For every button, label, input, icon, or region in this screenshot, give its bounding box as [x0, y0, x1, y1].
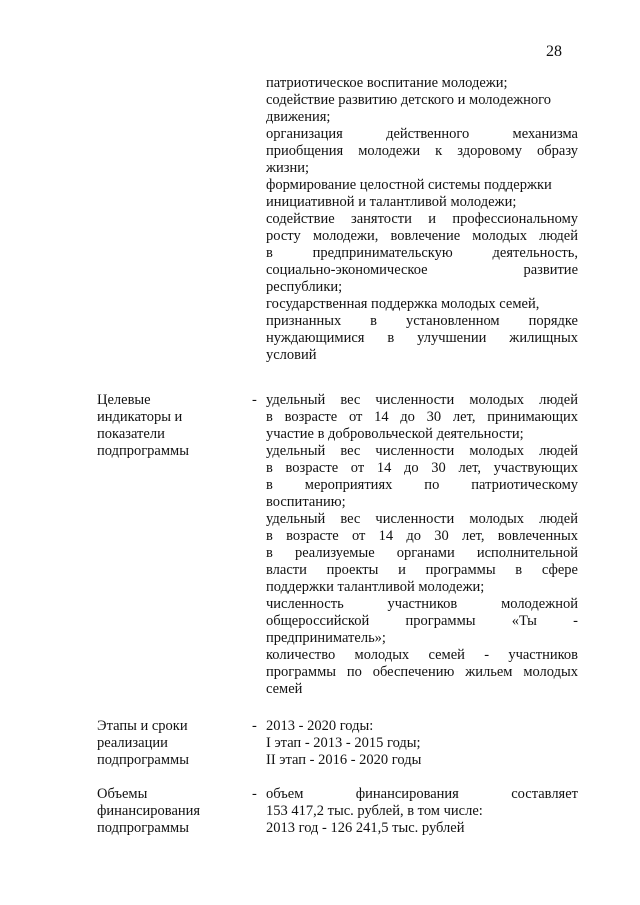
content-line: инициативной и талантливой молодежи; [266, 194, 517, 210]
row-content [266, 75, 578, 364]
content-line: движения; [266, 109, 331, 125]
content-item [266, 92, 578, 126]
content-line: государственная поддержка молодых семей, [266, 296, 540, 312]
content-line: республики; [266, 279, 343, 295]
content-line: программы по обеспечению жильем молодых [266, 664, 578, 680]
content-line: семей [266, 681, 303, 697]
row-label [97, 718, 247, 769]
content-line: условий [266, 347, 317, 363]
content-line: удельный вес численности молодых людей [266, 443, 578, 459]
content-line: патриотическое воспитание молодежи; [266, 75, 508, 91]
content-line: жизни; [266, 160, 310, 176]
row-label-line: реализации [97, 735, 168, 751]
row-content [266, 786, 578, 837]
row-dash: - [252, 718, 257, 734]
content-line: в предпринимательскую деятельность, [266, 245, 578, 261]
content-line: социально-экономическое развитие [266, 262, 578, 278]
row-label-line: финансирования [97, 803, 201, 819]
content-item [266, 647, 578, 698]
content-line: воспитанию; [266, 494, 346, 510]
content-line: организация действенного механизма [266, 126, 578, 142]
content-line: I этап - 2013 - 2015 годы; [266, 735, 421, 751]
content-line: общероссийской программы «Ты - [266, 613, 578, 629]
content-item [266, 443, 578, 511]
content-line: II этап - 2016 - 2020 годы [266, 752, 422, 768]
content-line: количество молодых семей - участников [266, 647, 578, 663]
content-line: численность участников молодежной [266, 596, 578, 612]
row-label-line: индикаторы и [97, 409, 183, 425]
content-item [266, 392, 578, 443]
content-line: участие в добровольческой деятельности; [266, 426, 524, 442]
row-label-line: подпрограммы [97, 752, 189, 768]
row-label-line: Объемы [97, 786, 148, 802]
content-line: формирование целостной системы поддержки [266, 177, 552, 193]
content-line: поддержки талантливой молодежи; [266, 579, 485, 595]
content-line: удельный вес численности молодых людей [266, 392, 578, 408]
row-content [266, 392, 578, 698]
content-line: удельный вес численности молодых людей [266, 511, 578, 527]
row-dash: - [252, 786, 257, 802]
content-line: нуждающимися в улучшении жилищных [266, 330, 578, 346]
row-label-line: подпрограммы [97, 820, 189, 836]
content-line: 153 417,2 тыс. рублей, в том числе: [266, 803, 483, 819]
row-label-line: Целевые [97, 392, 151, 408]
row-label-line: Этапы и сроки [97, 718, 188, 734]
row-content [266, 718, 578, 769]
row-label-line: показатели [97, 426, 165, 442]
content-line: содействие развитию детского и молодежного [266, 92, 552, 108]
content-item [266, 511, 578, 596]
content-item [266, 126, 578, 177]
content-line: содействие занятости и профессиональному [266, 211, 578, 227]
row-dash: - [252, 392, 257, 408]
content-line: росту молодежи, вовлечение молодых людей [266, 228, 578, 244]
content-line: объем финансирования составляет [266, 786, 578, 802]
content-item [266, 786, 578, 837]
content-line: в возрасте от 14 до 30 лет, участвующих [266, 460, 578, 476]
content-line: в возрасте от 14 до 30 лет, принимающих [266, 409, 578, 425]
content-line: в возрасте от 14 до 30 лет, вовлеченных [266, 528, 578, 544]
content-item [266, 177, 578, 211]
content-line: предприниматель»; [266, 630, 386, 646]
content-line: признанных в установленном порядке [266, 313, 578, 329]
page-number: 28 [546, 43, 562, 60]
content-line: в мероприятиях по патриотическому [266, 477, 578, 493]
content-item [266, 718, 578, 769]
content-item [266, 296, 578, 364]
content-item [266, 596, 578, 647]
content-line: власти проекты и программы в сфере [266, 562, 578, 578]
content-line: 2013 - 2020 годы: [266, 718, 374, 734]
row-label [97, 786, 247, 837]
content-line: приобщения молодежи к здоровому образу [266, 143, 578, 159]
content-line: 2013 год - 126 241,5 тыс. рублей [266, 820, 465, 836]
content-line: в реализуемые органами исполнительной [266, 545, 578, 561]
row-label-line: подпрограммы [97, 443, 189, 459]
content-item [266, 211, 578, 296]
content-item [266, 75, 578, 92]
row-label [97, 392, 247, 460]
